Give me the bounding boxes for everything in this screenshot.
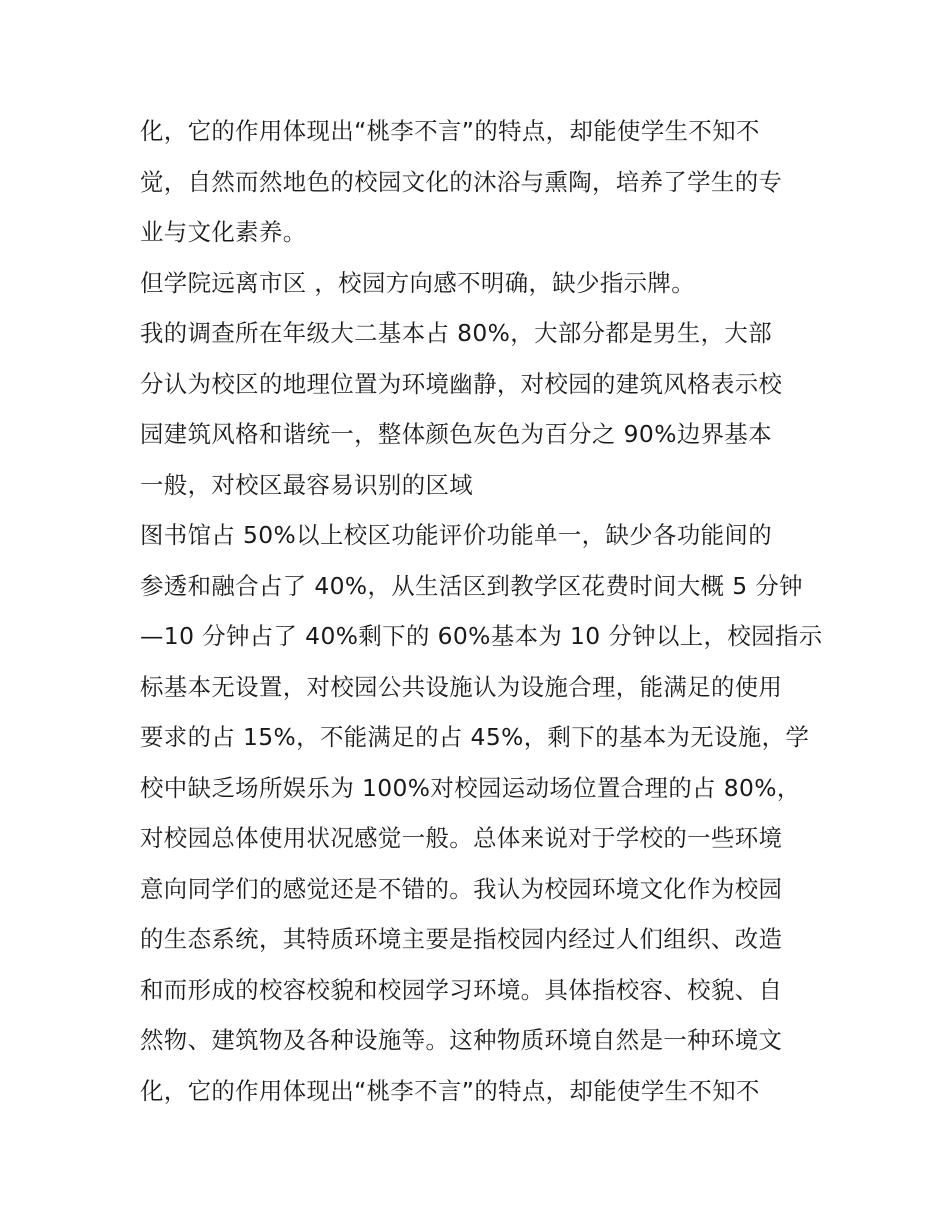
text-line: 我的调查所在年级大二基本占 80%，大部分都是男生，大部 <box>140 319 772 347</box>
text-line: 但学院远离市区 ，校园方向感不明确，缺少指示牌。 <box>140 268 696 297</box>
text-line: 和而形成的校容校貌和校园学习环境。具体指校容、校貌、自 <box>140 975 783 1004</box>
text-line: 化，它的作用体现出“桃李不言”的特点，却能使学生不知不 <box>140 117 760 145</box>
text-line: 标基本无设置，对校园公共设施认为设施合理，能满足的使用 <box>140 672 783 701</box>
text-line: 图书馆占 50%以上校区功能评价功能单一，缺少各功能间的 <box>140 521 772 549</box>
text-line: 一般，对校区最容易识别的区域 <box>140 470 474 499</box>
text-line: 觉，自然而然地色的校园文化的沐浴与熏陶，培养了学生的专 <box>140 167 783 196</box>
text-line: 然物、建筑物及各种设施等。这种物质环境自然是一种环境文 <box>140 1026 783 1054</box>
text-line: —10 分钟占了 40%剩下的 60%基本为 10 分钟以上，校园指示 <box>140 622 823 650</box>
text-line: 意向同学们的感觉还是不错的。我认为校园环境文化作为校园 <box>140 874 783 903</box>
text-line: 分认为校区的地理位置为环境幽静，对校园的建筑风格表示校 <box>140 369 783 398</box>
text-line: 业与文化素养。 <box>140 218 307 246</box>
text-line: 对校园总体使用状况感觉一般。总体来说对于学校的一些环境 <box>140 824 783 852</box>
text-line: 校中缺乏场所娱乐为 100%对校园运动场位置合理的占 80%， <box>140 773 801 802</box>
text-line: 参透和融合占了 40%，从生活区到教学区花费时间大概 5 分钟 <box>140 571 803 600</box>
text-line: 要求的占 15%，不能满足的占 45%，剩下的基本为无设施，学 <box>140 723 810 751</box>
text-line: 化，它的作用体现出“桃李不言”的特点，却能使学生不知不 <box>140 1076 760 1105</box>
text-line: 园建筑风格和谐统一，整体颜色灰色为百分之 90%边界基本 <box>140 420 772 448</box>
text-line: 的生态系统，其特质环境主要是指校园内经过人们组织、改造 <box>140 925 783 953</box>
document-body <box>140 106 823 1116</box>
